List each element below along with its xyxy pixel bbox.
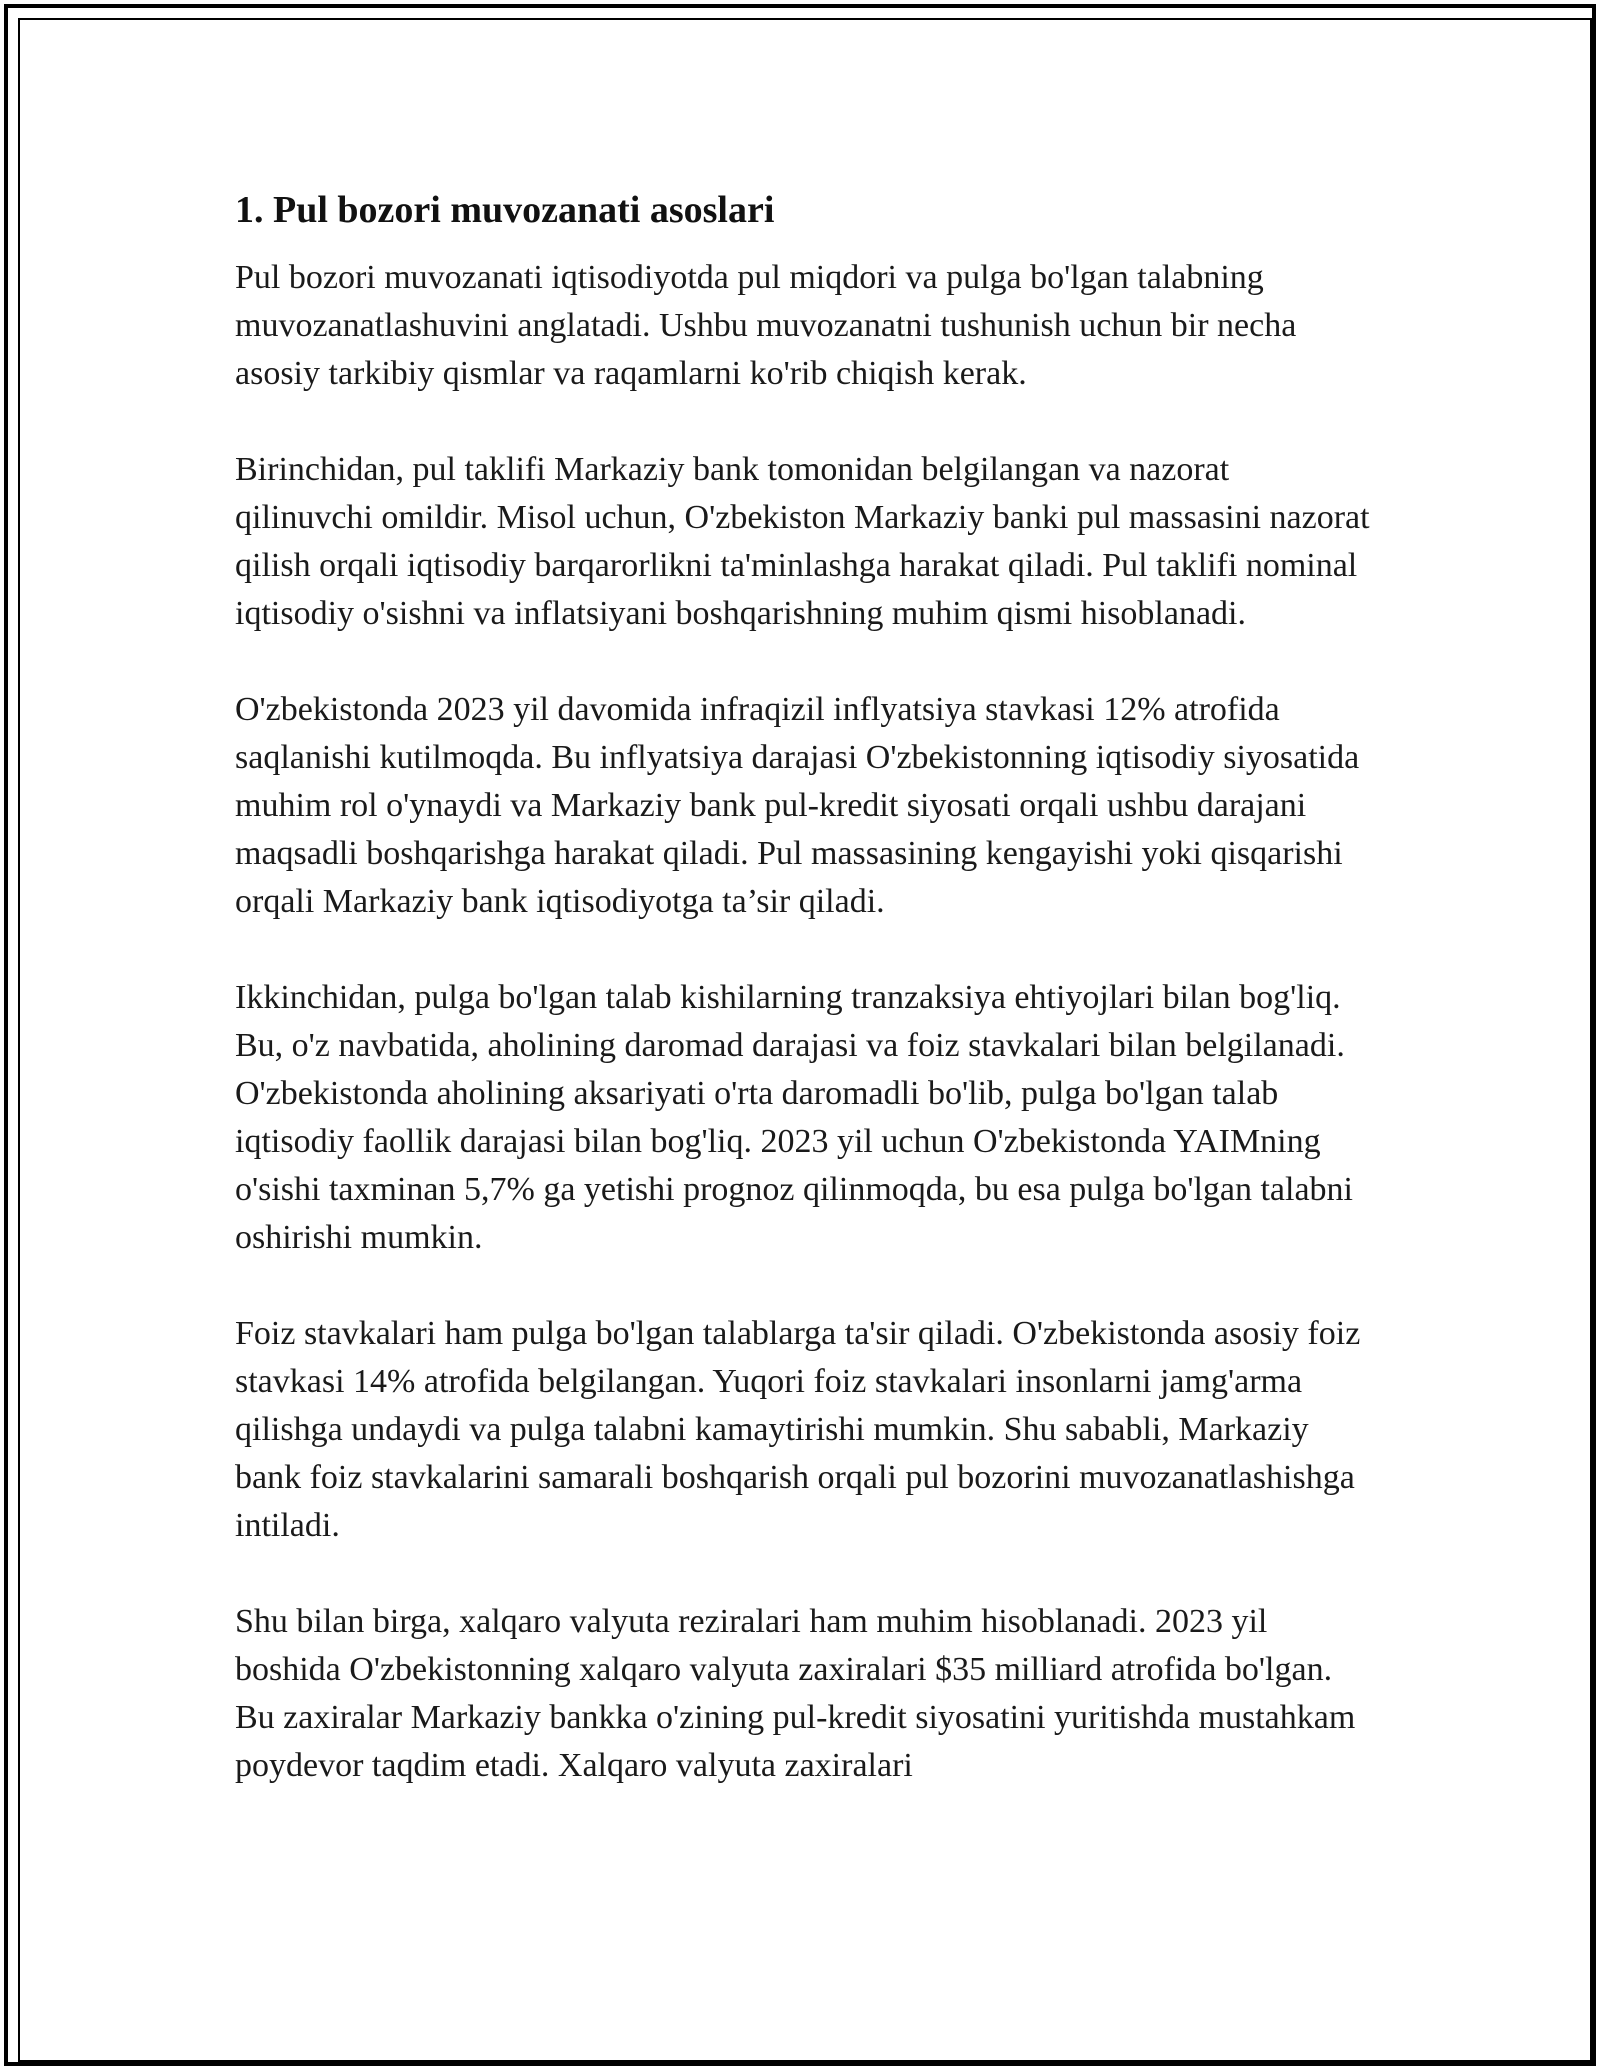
- paragraph-money-supply: Birinchidan, pul taklifi Markaziy bank tomonidan belgilangan va nazorat qilinuvchi omildir. Misol uchun, O'zbekiston Markaziy banki pul massasini nazorat qilish orqali iqtisodiy barqarorlikni ta'minlashga harakat qiladi. Pul taklifi nominal iqtisodiy o'sishni va inflatsiyani boshqarishning muhim qismi hisoblanadi.: [235, 451, 1370, 632]
- paragraph-interest-rates: Foiz stavkalari ham pulga bo'lgan talablarga ta'sir qiladi. O'zbekistonda asosiy foiz stavkasi 14% atrofida belgilangan. Yuqori foiz stavkalari insonlarni jamg'arma qilishga undaydi va pulga talabni kamaytirishi mumkin. Shu sababli, Markaziy bank foiz stavkalarini samarali boshqarish orqali pul bozorini muvozanatlashishga intiladi.: [235, 1315, 1361, 1544]
- paragraph-money-demand: Ikkinchidan, pulga bo'lgan talab kishilarning tranzaksiya ehtiyojlari bilan bog'liq. Bu, o'z navbatida, aholining daromad darajasi va foiz stavkalari bilan belgilanadi. O'zbekistonda aholining aksariyati o'rta daromadli bo'lib, pulga bo'lgan talab iqtisodiy faollik darajasi bilan bog'liq. 2023 yil uchun O'zbekistonda YAIMning o'sishi taxminan 5,7% ga yetishi prognoz qilinmoqda, bu esa pulga bo'lgan talabni oshirishi mumkin.: [235, 979, 1353, 1256]
- paragraph-intro: Pul bozori muvozanati iqtisodiyotda pul miqdori va pulga bo'lgan talabning muvozanatlashuvini anglatadi. Ushbu muvozanatni tushunish uchun bir necha asosiy tarkibiy qismlar va raqamlarni ko'rib chiqish kerak.: [235, 259, 1297, 392]
- paragraph-inflation: O'zbekistonda 2023 yil davomida infraqizil inflyatsiya stavkasi 12% atrofida saqlanishi kutilmoqda. Bu inflyatsiya darajasi O'zbekistonning iqtisodiy siyosatida muhim rol o'ynaydi va Markaziy bank pul-kredit siyosati orqali ushbu darajani maqsadli boshqarishga harakat qiladi. Pul massasining kengayishi yoki qisqarishi orqali Markaziy bank iqtisodiyotga ta’sir qiladi.: [235, 691, 1360, 920]
- document-body: [235, 186, 1375, 1838]
- paragraph-currency-reserves: Shu bilan birga, xalqaro valyuta reziralari ham muhim hisoblanadi. 2023 yil boshida O'zbekistonning xalqaro valyuta zaxiralari $35 milliard atrofida bo'lgan. Bu zaxiralar Markaziy bankka o'zining pul-kredit siyosatini yuritishda mustahkam poydevor taqdim etadi. Xalqaro valyuta zaxiralari: [235, 1603, 1356, 1784]
- section-heading: 1. Pul bozori muvozanati asoslari: [235, 189, 775, 231]
